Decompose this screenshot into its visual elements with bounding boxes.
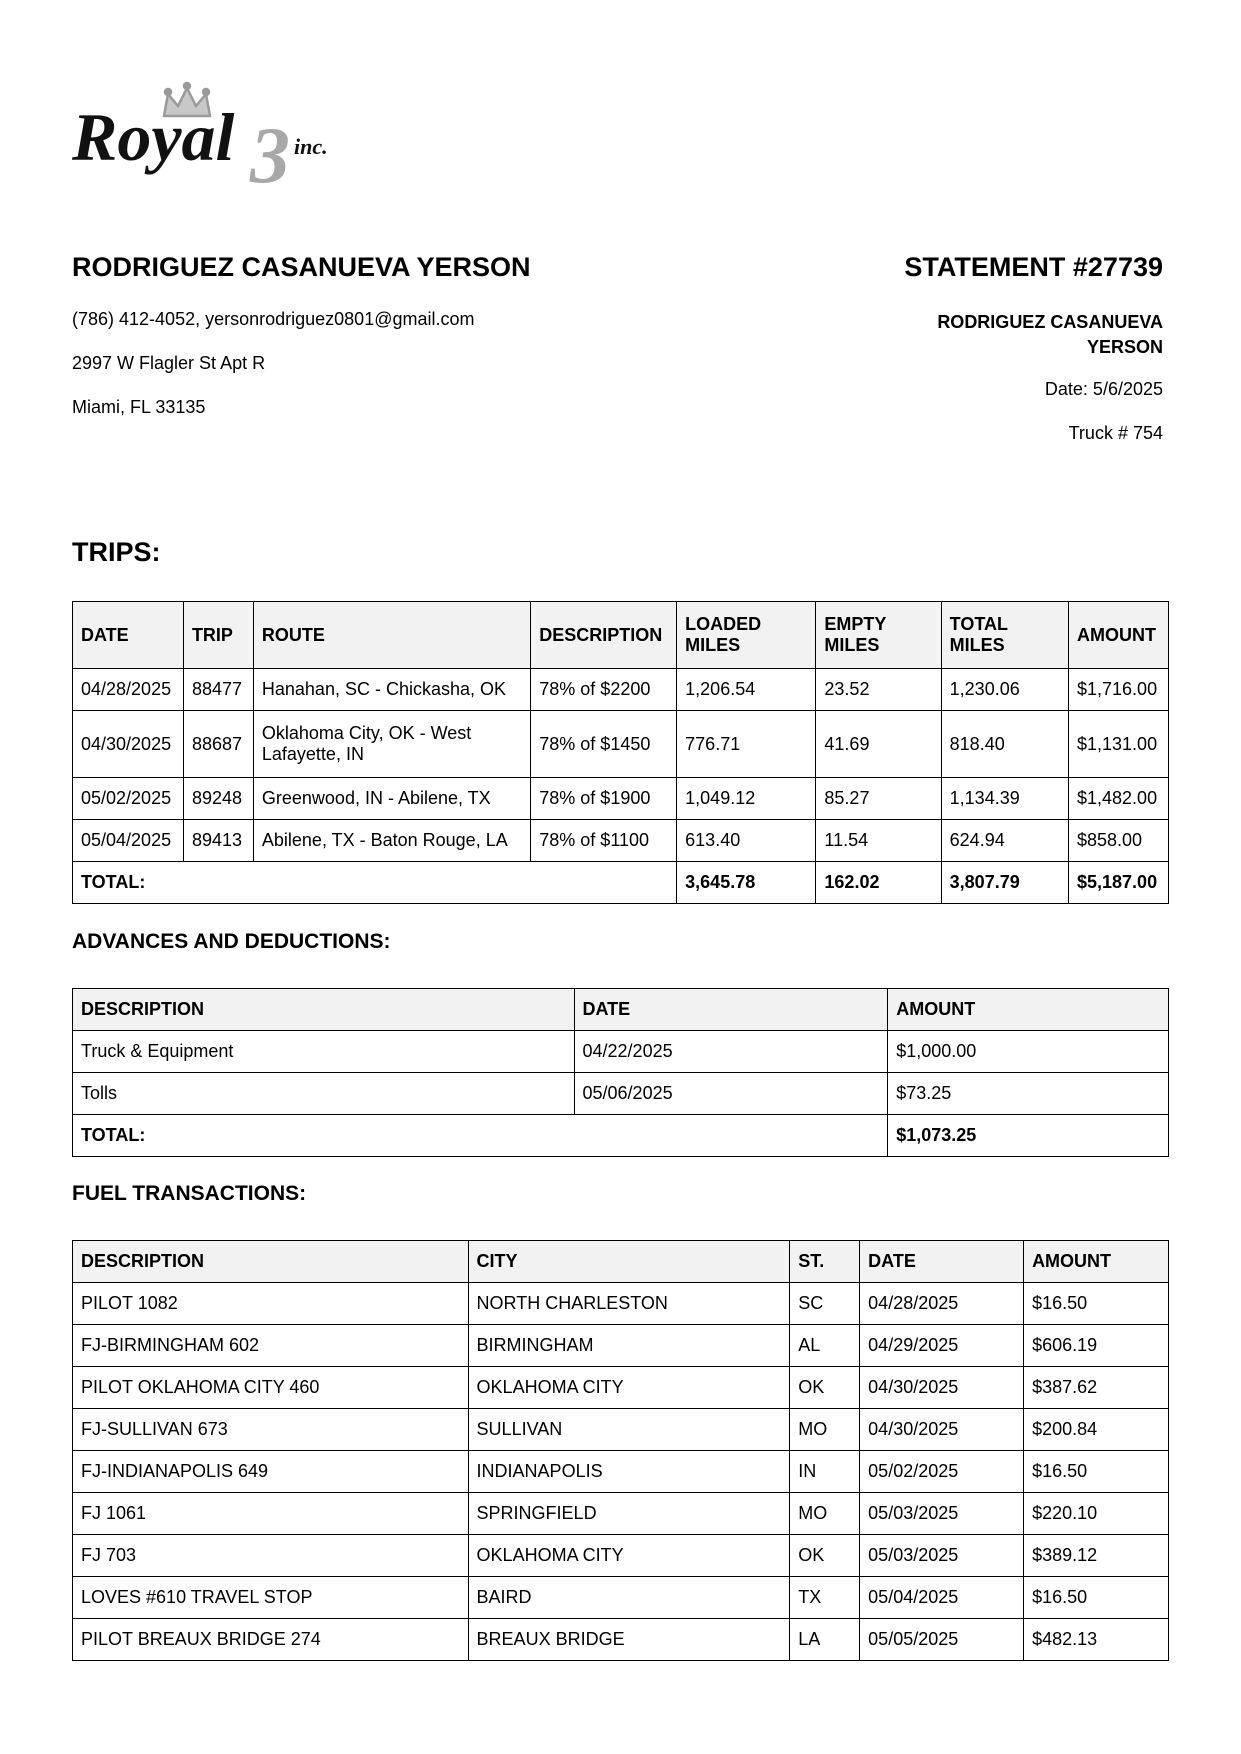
table-row: [73, 1073, 1169, 1115]
fuel-amount: $16.50: [1024, 1451, 1169, 1493]
table-row: [73, 1283, 1169, 1325]
trip-description: 78% of $1100: [531, 820, 677, 862]
fuel-description: PILOT OKLAHOMA CITY 460: [73, 1367, 469, 1409]
fuel-amount: $387.62: [1024, 1367, 1169, 1409]
column-header: TRIP: [183, 602, 253, 669]
fuel-description: FJ-INDIANAPOLIS 649: [73, 1451, 469, 1493]
fuel-state: AL: [790, 1325, 860, 1367]
fuel-date: 05/03/2025: [860, 1493, 1024, 1535]
statement-info: [743, 252, 1163, 443]
column-header: DATE: [574, 989, 888, 1031]
trip-loaded-miles: 776.71: [677, 711, 816, 778]
fuel-description: PILOT 1082: [73, 1283, 469, 1325]
trip-route: Greenwood, IN - Abilene, TX: [253, 778, 530, 820]
advance-amount: $73.25: [888, 1073, 1169, 1115]
fuel-amount: $220.10: [1024, 1493, 1169, 1535]
driver-info: [72, 252, 531, 417]
table-row: [73, 1031, 1169, 1073]
truck-number: Truck # 754: [1068, 423, 1163, 443]
advance-description: Truck & Equipment: [73, 1031, 575, 1073]
table-row: [73, 778, 1169, 820]
column-header: DESCRIPTION: [73, 989, 575, 1031]
column-header: DATE: [73, 602, 184, 669]
advances-total-amount: $1,073.25: [888, 1115, 1169, 1157]
table-row: [73, 1535, 1169, 1577]
trip-number: 88687: [183, 711, 253, 778]
driver-name: RODRIGUEZ CASANUEVA YERSON: [72, 252, 531, 282]
column-header: AMOUNT: [1069, 602, 1169, 669]
table-row: [73, 1577, 1169, 1619]
fuel-description: FJ-SULLIVAN 673: [73, 1409, 469, 1451]
trips-total-loaded: 3,645.78: [677, 862, 816, 904]
table-row: [73, 669, 1169, 711]
trip-amount: $1,482.00: [1069, 778, 1169, 820]
trip-empty-miles: 23.52: [816, 669, 941, 711]
advance-date: 04/22/2025: [574, 1031, 888, 1073]
trip-description: 78% of $2200: [531, 669, 677, 711]
fuel-date: 04/28/2025: [860, 1283, 1024, 1325]
fuel-amount: $16.50: [1024, 1577, 1169, 1619]
fuel-city: OKLAHOMA CITY: [468, 1535, 790, 1577]
trip-date: 05/04/2025: [73, 820, 184, 862]
trip-number: 89413: [183, 820, 253, 862]
advance-description: Tolls: [73, 1073, 575, 1115]
fuel-city: INDIANAPOLIS: [468, 1451, 790, 1493]
trips-total-label: TOTAL:: [73, 862, 677, 904]
fuel-amount: $482.13: [1024, 1619, 1169, 1661]
advances-header-row: [73, 989, 1169, 1031]
trip-total-miles: 624.94: [941, 820, 1068, 862]
column-header: DATE: [860, 1241, 1024, 1283]
table-row: [73, 1367, 1169, 1409]
trip-empty-miles: 11.54: [816, 820, 941, 862]
driver-address-line2: Miami, FL 33135: [72, 397, 206, 417]
statement-title: STATEMENT #27739: [904, 252, 1163, 282]
trip-date: 04/28/2025: [73, 669, 184, 711]
column-header: ST.: [790, 1241, 860, 1283]
fuel-date: 04/30/2025: [860, 1409, 1024, 1451]
fuel-city: SPRINGFIELD: [468, 1493, 790, 1535]
trip-amount: $1,716.00: [1069, 669, 1169, 711]
trip-total-miles: 1,230.06: [941, 669, 1068, 711]
advances-table: [72, 988, 1169, 1157]
column-header: ROUTE: [253, 602, 530, 669]
fuel-state: LA: [790, 1619, 860, 1661]
fuel-city: BAIRD: [468, 1577, 790, 1619]
trip-date: 04/30/2025: [73, 711, 184, 778]
table-row: [73, 1493, 1169, 1535]
fuel-state: MO: [790, 1409, 860, 1451]
table-row: [73, 711, 1169, 778]
fuel-city: SULLIVAN: [468, 1409, 790, 1451]
trip-loaded-miles: 1,206.54: [677, 669, 816, 711]
column-header: LOADED MILES: [677, 602, 816, 669]
column-header: AMOUNT: [888, 989, 1169, 1031]
fuel-state: SC: [790, 1283, 860, 1325]
fuel-city: OKLAHOMA CITY: [468, 1367, 790, 1409]
logo-suffix: inc.: [294, 134, 328, 159]
fuel-date: 04/29/2025: [860, 1325, 1024, 1367]
fuel-description: FJ 703: [73, 1535, 469, 1577]
trip-amount: $1,131.00: [1069, 711, 1169, 778]
trips-total-row: [73, 862, 1169, 904]
advance-amount: $1,000.00: [888, 1031, 1169, 1073]
trip-route: Hanahan, SC - Chickasha, OK: [253, 669, 530, 711]
trip-total-miles: 1,134.39: [941, 778, 1068, 820]
fuel-date: 05/02/2025: [860, 1451, 1024, 1493]
table-row: [73, 1325, 1169, 1367]
column-header: AMOUNT: [1024, 1241, 1169, 1283]
fuel-state: IN: [790, 1451, 860, 1493]
trip-loaded-miles: 613.40: [677, 820, 816, 862]
fuel-description: PILOT BREAUX BRIDGE 274: [73, 1619, 469, 1661]
fuel-amount: $16.50: [1024, 1283, 1169, 1325]
trip-description: 78% of $1900: [531, 778, 677, 820]
table-row: [73, 820, 1169, 862]
fuel-amount: $606.19: [1024, 1325, 1169, 1367]
logo-wordmark: Royal: [72, 99, 235, 175]
trips-header-row: [73, 602, 1169, 669]
trips-total-amount: $5,187.00: [1069, 862, 1169, 904]
fuel-state: TX: [790, 1577, 860, 1619]
trips-title: TRIPS:: [72, 537, 161, 567]
trip-loaded-miles: 1,049.12: [677, 778, 816, 820]
advances-total-label: TOTAL:: [73, 1115, 888, 1157]
column-header: EMPTY MILES: [816, 602, 941, 669]
fuel-description: FJ 1061: [73, 1493, 469, 1535]
trip-route: Oklahoma City, OK - West Lafayette, IN: [253, 711, 530, 778]
fuel-city: BIRMINGHAM: [468, 1325, 790, 1367]
fuel-amount: $389.12: [1024, 1535, 1169, 1577]
trips-table: [72, 601, 1169, 904]
fuel-date: 05/05/2025: [860, 1619, 1024, 1661]
table-row: [73, 1409, 1169, 1451]
trip-route: Abilene, TX - Baton Rouge, LA: [253, 820, 530, 862]
fuel-date: 05/03/2025: [860, 1535, 1024, 1577]
fuel-amount: $200.84: [1024, 1409, 1169, 1451]
fuel-title: FUEL TRANSACTIONS:: [72, 1182, 307, 1205]
trip-description: 78% of $1450: [531, 711, 677, 778]
trips-total-empty: 162.02: [816, 862, 941, 904]
table-row: [73, 1619, 1169, 1661]
trip-total-miles: 818.40: [941, 711, 1068, 778]
column-header: DESCRIPTION: [531, 602, 677, 669]
table-row: [73, 1451, 1169, 1493]
fuel-city: BREAUX BRIDGE: [468, 1619, 790, 1661]
company-logo: [72, 78, 382, 193]
fuel-description: LOVES #610 TRAVEL STOP: [73, 1577, 469, 1619]
driver-address-line1: 2997 W Flagler St Apt R: [72, 353, 266, 373]
column-header: TOTAL MILES: [941, 602, 1068, 669]
trip-number: 89248: [183, 778, 253, 820]
advance-date: 05/06/2025: [574, 1073, 888, 1115]
fuel-state: MO: [790, 1493, 860, 1535]
fuel-table: [72, 1240, 1169, 1661]
trip-amount: $858.00: [1069, 820, 1169, 862]
fuel-city: NORTH CHARLESTON: [468, 1283, 790, 1325]
advances-total-row: [73, 1115, 1169, 1157]
trip-number: 88477: [183, 669, 253, 711]
statement-date: Date: 5/6/2025: [1044, 379, 1163, 399]
fuel-date: 04/30/2025: [860, 1367, 1024, 1409]
fuel-description: FJ-BIRMINGHAM 602: [73, 1325, 469, 1367]
statement-client: RODRIGUEZ CASANUEVA YERSON: [937, 312, 1163, 357]
trip-empty-miles: 41.69: [816, 711, 941, 778]
advances-title: ADVANCES AND DEDUCTIONS:: [72, 930, 391, 953]
trips-total-miles: 3,807.79: [941, 862, 1068, 904]
driver-contact: (786) 412-4052, yersonrodriguez0801@gmail.com: [72, 309, 475, 329]
trip-date: 05/02/2025: [73, 778, 184, 820]
trip-empty-miles: 85.27: [816, 778, 941, 820]
fuel-date: 05/04/2025: [860, 1577, 1024, 1619]
column-header: CITY: [468, 1241, 790, 1283]
column-header: DESCRIPTION: [73, 1241, 469, 1283]
fuel-state: OK: [790, 1535, 860, 1577]
fuel-state: OK: [790, 1367, 860, 1409]
fuel-header-row: [73, 1241, 1169, 1283]
logo-numeral: 3: [250, 112, 290, 193]
